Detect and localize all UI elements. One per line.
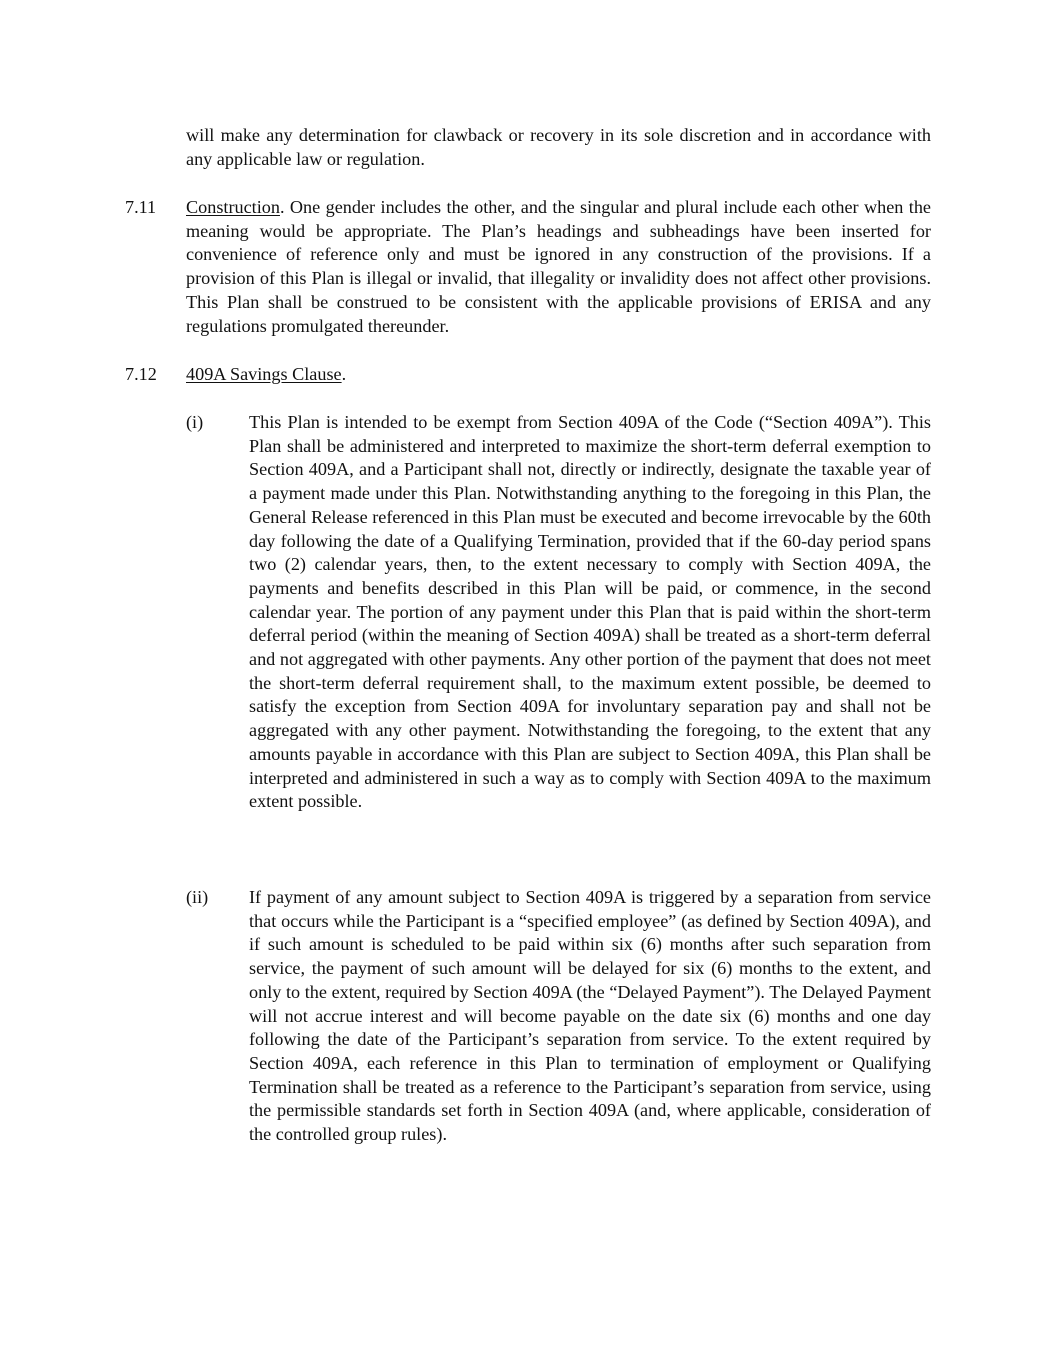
section-7-11-heading: Construction: [186, 197, 280, 217]
section-7-12-heading-line: [186, 363, 931, 387]
item-i-marker: (i): [186, 412, 204, 432]
item-ii-marker: (ii): [186, 887, 209, 907]
item-i-paragraph: This Plan is intended to be exempt from Section 409A of the Code (“Section 409A”). This Plan shall be administered and interpreted to maximize the short-term deferral exemption to Section 409A, and a Participant shall not, directly or indirectly, designate the taxable year of a payment made under this Plan. Notwithstanding anything to the foregoing in this Plan, the General Release referenced in this Plan must be executed and become irrevocable by the 60th day following the date of a Qualifying Termination, provided that if the 60-day period spans two (2) calendar years, then, to the extent necessary to comply with Section 409A, the payments and benefits described in this Plan will be paid, or commence, in the second calendar year. The portion of any payment under this Plan that is paid within the short-term deferral period (within the meaning of Section 409A) shall be treated as a short-term deferral and not aggregated with other payments. Any other portion of the payment that does not meet the short-term deferral requirement shall, to the maximum extent possible, be deemed to satisfy the exception from Section 409A for involuntary separation pay and shall not be aggregated with any other payment. Notwithstanding the foregoing, to the extent that any amounts payable in accordance with this Plan are subject to Section 409A, this Plan shall be interpreted and administered in such a way as to comply with Section 409A to the maximum extent possible.: [249, 412, 931, 812]
section-7-11-number: 7.11: [125, 197, 157, 217]
section-7-11-paragraph: [186, 196, 931, 338]
item-ii-paragraph: If payment of any amount subject to Section 409A is triggered by a separation from service that occurs while the Participant is a “specified employee” (as defined by Section 409A), and if such amount is scheduled to be paid within six (6) months after such separation from service, the payment of such amount will be delayed for six (6) months to the extent, and only to the extent, required by Section 409A (the “Delayed Payment”). The Delayed Payment will not accrue interest and will become payable on the date six (6) months and one day following the date of the Participant’s separation from service. To the extent required by Section 409A, each reference in this Plan to termination of employment or Qualifying Termination shall be treated as a reference to the Participant’s separation from service, using the permissible standards set forth in Section 409A (and, where applicable, consideration of the controlled group rules).: [249, 887, 931, 1145]
section-7-12-heading-suffix: .: [341, 364, 347, 384]
section-7-11-body: . One gender includes the other, and the singular and plural include each other when the meaning would be appropriate. The Plan’s headings and subheadings have been inserted for convenience of reference only and must be ignored in any construction of the provisions. If a provision of this Plan is illegal or invalid, that illegality or invalidity does not affect other provisions. This Plan shall be construed to be consistent with the applicable provisions of ERISA and any regulations promulgated thereunder.: [186, 197, 931, 336]
intro-paragraph: will make any determination for clawback or recovery in its sole discretion and in accordance with any applicable law or regulation.: [186, 125, 931, 169]
section-7-12-number: 7.12: [125, 364, 157, 384]
section-7-12-heading: 409A Savings Clause: [186, 364, 342, 384]
